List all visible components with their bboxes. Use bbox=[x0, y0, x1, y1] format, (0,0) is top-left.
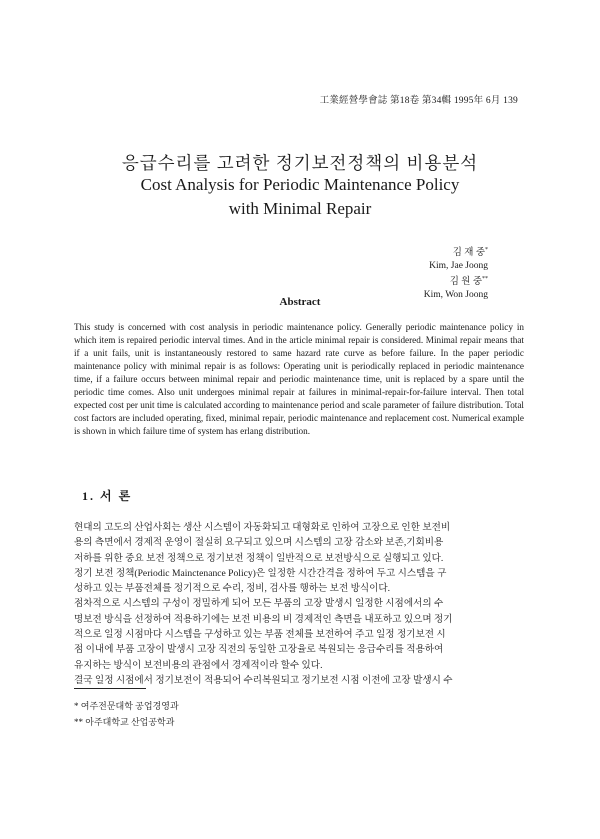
section-heading-introduction: 1. 서 론 bbox=[82, 489, 133, 503]
footnote-divider bbox=[74, 688, 146, 689]
body-line: 점 이내에 부품 고장이 발생시 고장 직전의 동일한 고장율로 복원되는 응급수리를 적용하여 bbox=[74, 644, 444, 656]
author-1-footnote-mark: * bbox=[485, 247, 488, 253]
author-block bbox=[424, 244, 488, 302]
author-1-korean: 김 재 중* bbox=[452, 247, 488, 259]
body-line: 성하고 있는 부품전체를 정기적으로 수리, 정비, 검사를 행하는 보전 방식이다. bbox=[74, 583, 391, 595]
body-line: 결국 일정 시점에서 정기보전이 적용되어 수리복원되고 정기보전 시점 이전에 고장 발생시 수 bbox=[74, 674, 453, 686]
author-2-footnote-mark: ** bbox=[482, 276, 488, 283]
body-line: 점차적으로 시스템의 구성이 정밀하게 되어 모든 부품의 고장 발생시 일정한 시점에서의 수 bbox=[74, 598, 444, 610]
author-2-korean: 김 원 중** bbox=[449, 276, 488, 288]
introduction-body bbox=[74, 520, 524, 688]
footnote-2: ** 아주대학교 산업공학과 bbox=[74, 717, 175, 727]
body-line: 유지하는 방식이 보전비용의 관점에서 경제적이라 할수 있다. bbox=[74, 659, 323, 671]
author-1-english: Kim, Jae Joong bbox=[429, 261, 488, 272]
title-english-line-2: with Minimal Repair bbox=[228, 199, 372, 218]
author-2-english: Kim, Won Joong bbox=[423, 290, 488, 301]
footnotes bbox=[74, 698, 179, 730]
abstract-heading: Abstract bbox=[279, 296, 321, 308]
title-english-line-1: Cost Analysis for Periodic Maintenance Policy bbox=[140, 175, 460, 194]
body-line: 적으로 일정 시점마다 시스템을 구성하고 있는 부품 전체를 보전하여 주고 일정 정기보전 시 bbox=[74, 629, 446, 641]
body-line: 용의 측면에서 경제적 운영이 절실히 요구되고 있으며 시스템의 고장 감소와 보존,기회비용 bbox=[74, 537, 444, 549]
abstract-text: This study is concerned with cost analysis in periodic maintenance policy. Generally periodic maintenance policy in which item is repaired periodic interval times. And in the article minimal repair is considered. Minimal repair means that if a unit fails, unit is instantaneously restored to same hazard rate curve as before failure. In the paper periodic maintenance policy with minimal repair is as follows: Operating unit is periodically replaced in periodic maintenance time, if a failure occurs between minimal repair and periodic maintenance time, unit is replaced by a spare until the periodic time comes. Also unit undergoes minimal repair at failures in minimal-repair-for-failure interval. Then total expected cost per unit time is calculated according to maintenance period and scale parameter of failure distribution. Total cost factors are included operating, fixed, minimal repair, periodic maintenance and replacement cost. Numerical example is shown in which failure time of system has erlang distribution. bbox=[74, 322, 524, 436]
body-line: 저하를 위한 중요 보전 정책으로 정기보전 정책이 일반적으로 보전방식으로 실행되고 있다. bbox=[74, 552, 444, 564]
running-header: 工業經營學會誌 第18卷 第34輯 1995年 6月 139 bbox=[319, 96, 518, 106]
body-line: 명보전 방식을 선정하여 적용하기에는 보전 비용의 비 경제적인 측면을 내포하고 있으며 정기 bbox=[74, 613, 453, 625]
title-korean: 응급수리를 고려한 정기보전정책의 비용분석 bbox=[121, 153, 479, 173]
body-line: 정기 보전 정책(Periodic Mainctenance Policy)은 일정한 시간간격을 정하여 두고 시스템을 구 bbox=[74, 567, 447, 579]
footnote-1: * 여주전문대학 공업경영과 bbox=[74, 701, 179, 711]
body-line: 현대의 고도의 산업사회는 생산 시스템이 자동화되고 대형화로 인하여 고장으로 인한 보전비 bbox=[74, 522, 451, 533]
